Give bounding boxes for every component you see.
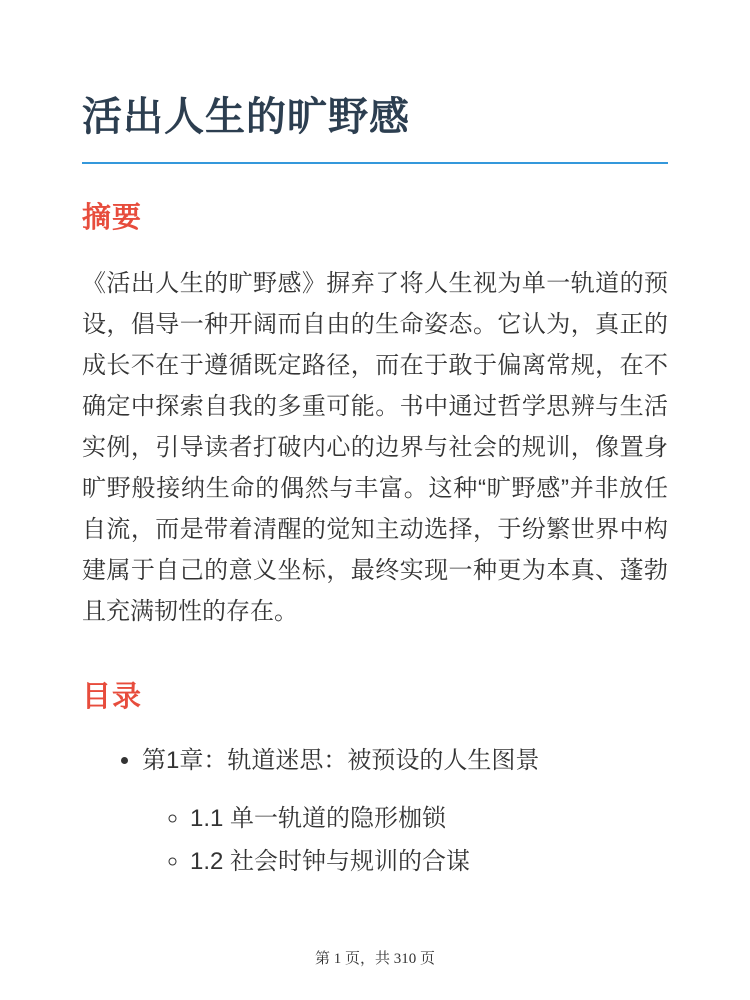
- page-title: 活出人生的旷野感: [82, 95, 410, 139]
- toc-list: [82, 743, 668, 880]
- toc-section-item: ◦ 1.1 单一轨道的隐形枷锁: [190, 801, 668, 837]
- toc-chapter-item: [142, 743, 668, 880]
- abstract-heading: 摘要: [82, 202, 143, 234]
- page-number-indicator: 第 1 页，共 310 页: [314, 951, 435, 967]
- toc-section-item: ◦ 1.2 社会时钟与规训的合谋: [190, 844, 668, 880]
- toc-heading: 目录: [82, 680, 143, 713]
- toc-sublist: [142, 801, 668, 880]
- title-divider: [82, 162, 668, 164]
- toc-chapter-label: 第1章：轨道迷思：被预设的人生图景: [142, 746, 540, 774]
- abstract-paragraph: 《活出人生的旷野感》摒弃了将人生视为单一轨道的预设，倡导一种开阔而自由的生命姿态。它认为，真正的成长不在于遵循既定路径，而在于敢于偏离常规，在不确定中探索自我的多重可能。书中通过哲学思辨与生活实例，引导读者打破内心的边界与社会的规训，像置身旷野般接纳生命的偶然与丰富。这种“旷野感”并非放任自流，而是带着清醒的觉知主动选择，于纷繁世界中构建属于自己的意义坐标，最终实现一种更为本真、蓬勃且充满韧性的存在。: [82, 269, 668, 625]
